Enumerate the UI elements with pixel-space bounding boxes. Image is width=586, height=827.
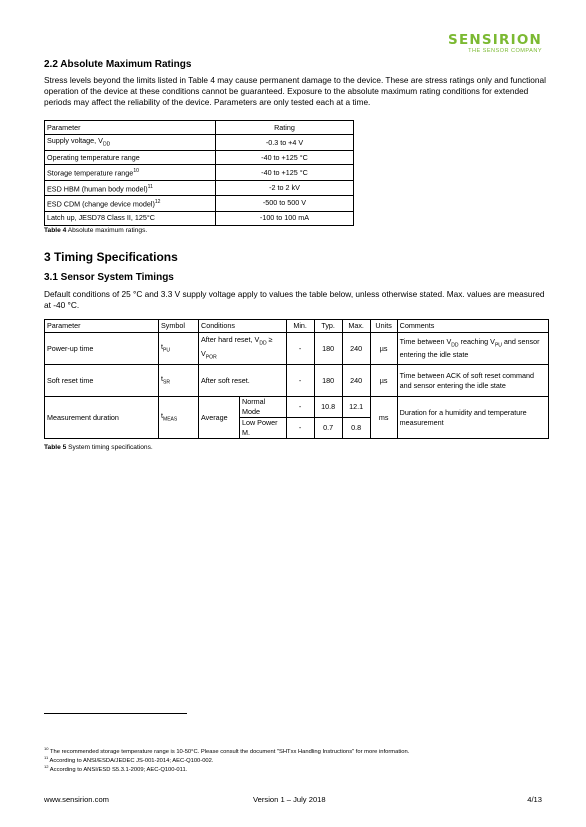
footnote-12: $^{12}$ According to ANSI/ESD S5.3.1-2009; AEC-Q100-011. — [44, 764, 188, 773]
absolute-max-ratings-table — [44, 120, 354, 226]
footer-page-number: 4/13 — [527, 795, 542, 804]
table-4-caption — [44, 227, 147, 234]
header-min: Min. — [286, 320, 314, 333]
cell-max: 0.8 — [342, 418, 370, 439]
caption-label: Table 5 — [44, 444, 67, 451]
footnote-divider — [44, 713, 187, 714]
cell-parameter: Power-up time — [45, 333, 159, 365]
cell-mode-low-power: Low Power M. — [240, 418, 287, 439]
cell-symbol: $t_{PU}$ — [159, 333, 199, 365]
footnote-10: $^{10}$ The recommended storage temperature range is 10-50°C. Please consult the document "SHTxx Handling Instructions" for more information. — [44, 746, 410, 755]
cell-min: - — [286, 333, 314, 365]
caption-label: Table 4 — [44, 227, 67, 234]
cell-symbol: $t_{SR}$ — [159, 365, 199, 397]
cell-max: 12.1 — [342, 397, 370, 418]
cell-parameter: Supply voltage, $V_{DD}$ — [45, 135, 216, 151]
cell-rating: -500 to 500 V — [216, 196, 354, 211]
header-parameter: Parameter — [45, 121, 216, 135]
cell-rating: -0.3 to +4 V — [216, 135, 354, 151]
cell-comment: Duration for a humidity and temperature measurement — [397, 397, 548, 439]
section-2-2-text: Stress levels beyond the limits listed in Table 4 may cause permanent damage to the device. These are stress ratings only and functional operation of the device at these conditions cannot be guaranteed. Exposure to the absolute maximum rating conditions for extended periods may affect the reliability of the device. Parameters are only tested each at a time. — [44, 75, 546, 107]
cell-condition: After hard reset, $V_{DD} \ge V_{POR}$ — [199, 333, 287, 365]
header-conditions: Conditions — [199, 320, 287, 333]
cell-min: - — [286, 418, 314, 439]
cell-comment: Time between $V_{DD}$ reaching $V_{PU}$ and sensor entering the idle state — [397, 333, 548, 365]
cell-parameter: Soft reset time — [45, 365, 159, 397]
footer-website: www.sensirion.com — [44, 795, 109, 804]
table-header-row — [45, 320, 549, 333]
cell-condition: After soft reset. — [199, 365, 287, 397]
header-units: Units — [370, 320, 397, 333]
table-row — [45, 165, 354, 180]
section-3-heading: 3 Timing Specifications — [44, 250, 178, 264]
cell-parameter: ESD HBM (human body model)$^{11}$ — [45, 180, 216, 195]
table-row-power-up — [45, 333, 549, 365]
cell-typ: 10.8 — [314, 397, 342, 418]
section-3-1-heading: 3.1 Sensor System Timings — [44, 272, 174, 283]
table-row — [45, 135, 354, 151]
cell-mode-normal: Normal Mode — [240, 397, 287, 418]
footer-version: Version 1 – July 2018 — [253, 795, 326, 804]
cell-rating: -40 to +125 °C — [216, 151, 354, 165]
caption-text: Absolute maximum ratings. — [66, 227, 148, 234]
header-parameter: Parameter — [45, 320, 159, 333]
table-row — [45, 151, 354, 165]
cell-parameter: Storage temperature range$^{10}$ — [45, 165, 216, 180]
section-2-2-heading: 2.2 Absolute Maximum Ratings — [44, 59, 192, 70]
table-header-row — [45, 121, 354, 135]
header-max: Max. — [342, 320, 370, 333]
cell-condition: Average — [199, 397, 240, 439]
header-symbol: Symbol — [159, 320, 199, 333]
logo-tagline: THE SENSOR COMPANY — [468, 48, 542, 54]
cell-min: - — [286, 365, 314, 397]
cell-rating: -100 to 100 mA — [216, 211, 354, 225]
cell-min: - — [286, 397, 314, 418]
cell-parameter: Measurement duration — [45, 397, 159, 439]
cell-rating: -40 to +125 °C — [216, 165, 354, 180]
cell-typ: 180 — [314, 365, 342, 397]
table-row-measurement-normal — [45, 397, 549, 418]
header-comments: Comments — [397, 320, 548, 333]
header-typ: Typ. — [314, 320, 342, 333]
table-row — [45, 196, 354, 211]
cell-max: 240 — [342, 333, 370, 365]
timing-spec-table — [44, 319, 549, 439]
footnote-11: $^{11}$ According to ANSI/ESDA/JEDEC JS-001-2014; AEC-Q100-002. — [44, 755, 214, 764]
cell-parameter: Operating temperature range — [45, 151, 216, 165]
cell-units: ms — [370, 397, 397, 439]
cell-parameter: Latch up, JESD78 Class II, 125°C — [45, 211, 216, 225]
cell-typ: 180 — [314, 333, 342, 365]
section-3-1-text: Default conditions of 25 °C and 3.3 V supply voltage apply to values the table below, unless otherwise stated. Max. values are measured at -40 °C. — [44, 289, 545, 310]
table-row-soft-reset — [45, 365, 549, 397]
cell-max: 240 — [342, 365, 370, 397]
cell-comment: Time between ACK of soft reset command and sensor entering the idle state — [397, 365, 548, 397]
table-row — [45, 211, 354, 225]
cell-parameter: ESD CDM (change device model)$^{12}$ — [45, 196, 216, 211]
table-row — [45, 180, 354, 195]
cell-units: µs — [370, 333, 397, 365]
cell-rating: -2 to 2 kV — [216, 180, 354, 195]
logo-wordmark: SENSIRION — [448, 32, 542, 48]
cell-typ: 0.7 — [314, 418, 342, 439]
cell-symbol: $t_{MEAS}$ — [159, 397, 199, 439]
cell-units: µs — [370, 365, 397, 397]
sensirion-logo — [448, 33, 542, 54]
header-rating: Rating — [216, 121, 354, 135]
table-5-caption — [44, 444, 153, 451]
caption-text: System timing specifications. — [66, 444, 153, 451]
